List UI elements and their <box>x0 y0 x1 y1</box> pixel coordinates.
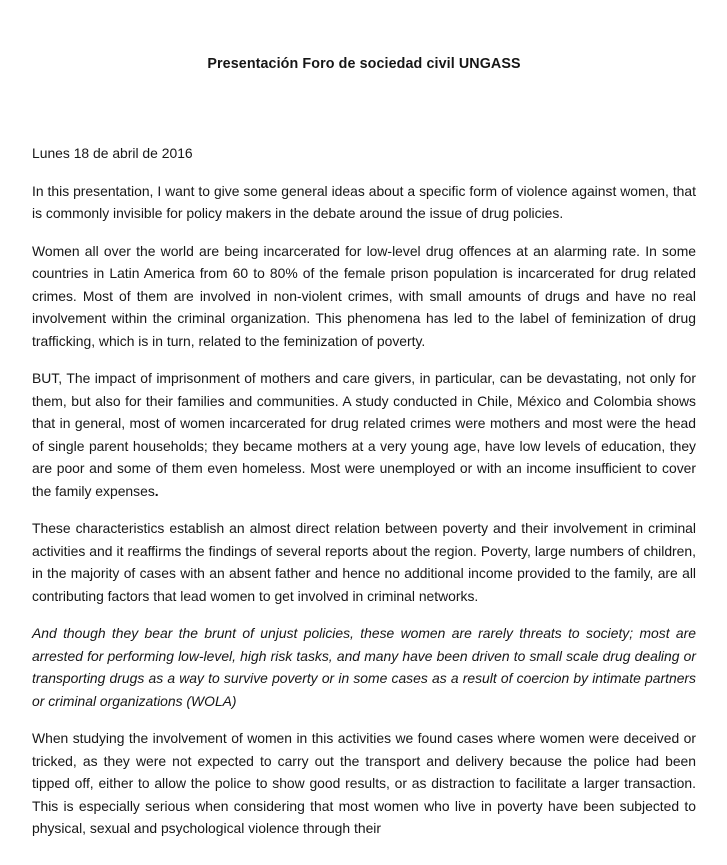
paragraph-impact-on-mothers <box>32 367 696 502</box>
paragraph-case-studies: When studying the involvement of women in this activities we found cases where women were deceived or tricked, as they were not expected to carry out the transport and delivery because the police had been tipped off, either to allow the police to show good results, or as distraction to facilitate a larger transaction. This is especially serious when considering that most women who live in poverty have been subjected to physical, sexual and psychological violence through their <box>32 730 696 836</box>
paragraph-wola-quote: And though they bear the brunt of unjust policies, these women are rarely threats to society; most are arrested for performing low-level, high risk tasks, and many have been driven to small scale drug dealing or transporting drugs as a way to survive poverty or in some cases as a result of coercion by intimate partners or criminal organizations (WOLA) <box>32 625 696 709</box>
document-title: Presentación Foro de sociedad civil UNGASS <box>207 56 521 72</box>
paragraph-intro: In this presentation, I want to give some general ideas about a specific form of violence against women, that is commonly invisible for policy makers in the debate around the issue of drug policies. <box>32 182 696 221</box>
paragraph-impact-on-mothers-text: BUT, The impact of imprisonment of mothers and care givers, in particular, can be devastating, not only for them, but also for their families and communities. A study conducted in Chile, México and Colombia shows that in general, most of women incarcerated for drug related crimes were mothers and most were the head of single parent households; they became mothers at a very young age, have low levels of education, they are poor and some of them even homeless. Most were unemployed or with an income insufficient to cover the family expenses <box>32 370 696 499</box>
paragraph-impact-bold-period: . <box>154 482 159 499</box>
date-line: Lunes 18 de abril de 2016 <box>32 145 193 161</box>
paragraph-incarceration-rates: Women all over the world are being incarcerated for low-level drug offences at an alarming rate. In some countries in Latin America from 60 to 80% of the female prison population is incarcerated for drug related crimes. Most of them are involved in non-violent crimes, with small amounts of drugs and have no real involvement within the criminal organization. This phenomena has led to the label of feminization of drug trafficking, which is in turn, related to the feminization of poverty. <box>32 242 696 349</box>
paragraph-poverty-relation: These characteristics establish an almost direct relation between poverty and their involvement in criminal activities and it reaffirms the findings of several reports about the region. Poverty, large numbers of children, in the majority of cases with an absent father and hence no additional income provided to the family, are all contributing factors that lead women to get involved in criminal networks. <box>32 520 696 604</box>
